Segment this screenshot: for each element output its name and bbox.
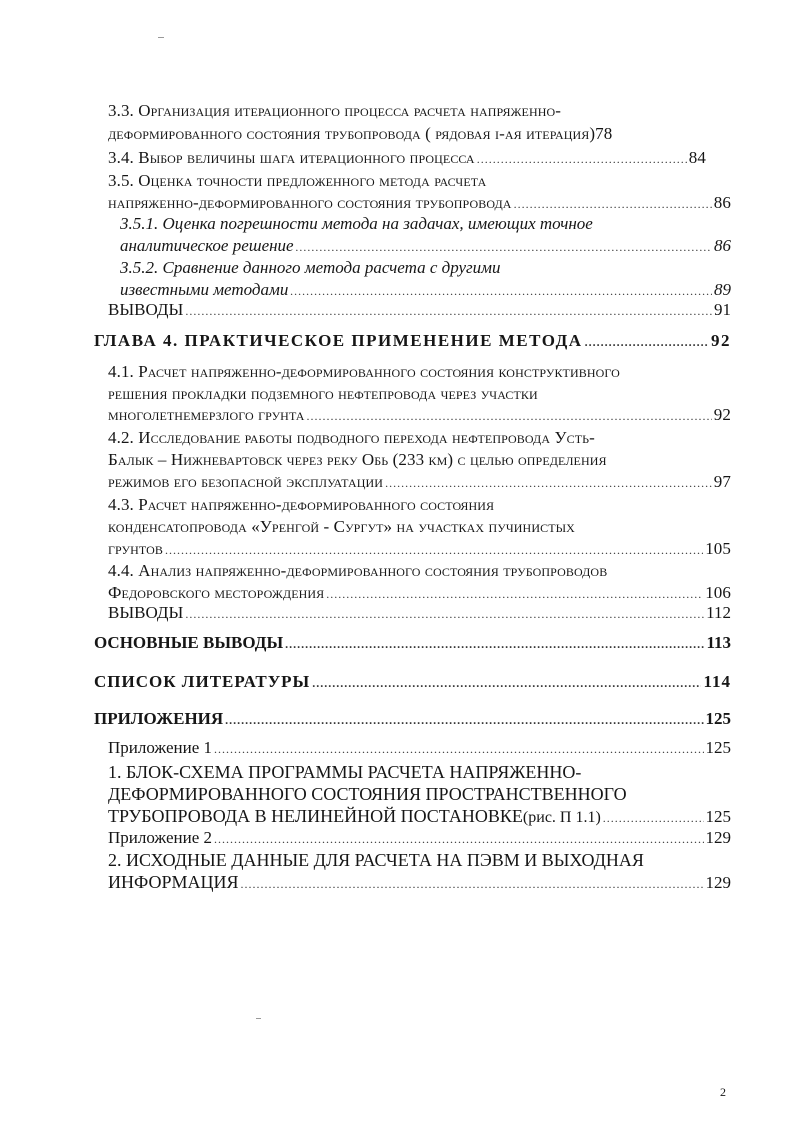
toc-entry-appendix-2-item-line1: 2. ИСХОДНЫЕ ДАННЫЕ ДЛЯ РАСЧЕТА НА ПЭВМ И ВЫХОДНАЯ (108, 850, 644, 870)
page-ref: 97 (713, 472, 731, 491)
toc-entry-chapter4-conclusions[interactable]: ВЫВОДЫ ..... 112 (108, 603, 731, 623)
dot-leader (225, 713, 703, 728)
scan-speck (158, 37, 164, 38)
page-ref: 84 (688, 148, 706, 167)
toc-entry-appendix-1-item-line2: ДЕФОРМИРОВАННОГО СОСТОЯНИЯ ПРОСТРАНСТВЕННОГО (108, 784, 627, 804)
toc-entry-4-4[interactable]: Федоровского месторождения ..... 106 (108, 583, 731, 603)
dot-leader (326, 587, 703, 602)
toc-entry-4-2[interactable]: режимов его безопасной эксплуатации ..... 97 (108, 472, 731, 492)
page-ref: 114 (703, 672, 731, 691)
page-ref: 105 (705, 539, 731, 558)
dot-leader (514, 197, 712, 212)
toc-entry-appendix-1-item[interactable]: ТРУБОПРОВОДА В НЕЛИНЕЙНОЙ ПОСТАНОВКЕ (рис. П 1.1) ..... 125 (108, 806, 731, 827)
dot-leader (296, 240, 712, 255)
page-ref: 113 (706, 633, 731, 652)
toc-entry-3-5-2-line1: 3.5.2. Сравнение данного метода расчета с другими (120, 258, 501, 277)
page-ref: 86 (713, 193, 731, 212)
dot-leader (185, 304, 712, 319)
toc-entry-chapter3-conclusions[interactable]: ВЫВОДЫ ..... 91 (108, 300, 731, 320)
page-ref: 129 (705, 828, 731, 847)
toc-entry-3-3-line1: 3.3. Организация итерационного процесса расчета напряженно- (108, 101, 561, 120)
dot-leader (290, 284, 712, 299)
toc-entry-chapter4[interactable]: ГЛАВА 4. ПРАКТИЧЕСКОЕ ПРИМЕНЕНИЕ МЕТОДА ..... 92 (94, 331, 731, 351)
toc-entry-4-2-line1: 4.2. Исследование работы подводного перехода нефтепровода Усть- (108, 428, 595, 447)
page-ref: 91 (714, 300, 731, 319)
dot-leader (307, 409, 712, 424)
page-ref: 78 (595, 124, 613, 143)
toc-entry-3-5-2[interactable]: известными методами ..... 89 (120, 280, 731, 300)
page-ref: 92 (711, 331, 731, 350)
toc-entry-appendix-1-item-line1: 1. БЛОК-СХЕМА ПРОГРАММЫ РАСЧЕТА НАПРЯЖЕННО- (108, 762, 582, 782)
dot-leader (214, 832, 704, 847)
page-ref: 112 (706, 603, 731, 622)
dot-leader (585, 335, 709, 350)
page-ref: 125 (705, 709, 731, 728)
dot-leader (185, 607, 704, 622)
toc-entry-appendix-2-item[interactable]: ИНФОРМАЦИЯ ..... 129 (108, 872, 731, 893)
dot-leader (285, 637, 704, 652)
toc-entry-4-3-line1: 4.3. Расчет напряженно-деформированного состояния (108, 495, 495, 514)
toc-entry-4-1-line2: решения прокладки подземного нефтепровода через участки (108, 384, 538, 403)
toc-entry-4-2-line2: Балык – Нижневартовск через реку Обь (233 км) с целью определения (108, 450, 607, 469)
toc-entry-4-4-line1: 4.4. Анализ напряженно-деформированного состояния трубопроводов (108, 561, 608, 580)
page-ref: 92 (713, 405, 731, 424)
toc-entry-main-conclusions[interactable]: ОСНОВНЫЕ ВЫВОДЫ ..... 113 (94, 633, 731, 653)
toc-entry-4-3-line2: конденсатопровода «Уренгой - Сургут» на участках пучинистых (108, 517, 575, 536)
dot-leader (477, 152, 687, 167)
dot-leader (385, 476, 712, 491)
toc-entry-appendices[interactable]: ПРИЛОЖЕНИЯ ..... 125 (94, 709, 731, 729)
page-ref: 86 (714, 236, 731, 255)
page-ref: 125 (705, 738, 731, 757)
page-ref: 125 (705, 807, 731, 826)
toc-entry-3-3[interactable]: деформированного состояния трубопровода ( рядовая i-ая итерация) 78 (108, 124, 613, 143)
page-ref: 129 (705, 873, 731, 892)
dot-leader (214, 742, 704, 757)
toc-entry-4-1-line1: 4.1. Расчет напряженно-деформированного состояния конструктивного (108, 362, 620, 381)
page-ref: 89 (714, 280, 731, 299)
toc-entry-appendix-2[interactable]: Приложение 2 ..... 129 (108, 828, 731, 848)
toc-entry-3-5-1-line1: 3.5.1. Оценка погрешности метода на задачах, имеющих точное (120, 214, 593, 233)
scan-speck (256, 1018, 261, 1019)
toc-entry-3-5-1[interactable]: аналитическое решение ..... 86 (120, 236, 731, 256)
toc-entry-3-5-line1: 3.5. Оценка точности предложенного метода расчета (108, 171, 487, 190)
toc-entry-4-1[interactable]: многолетнемерзлого грунта ..... 92 (108, 405, 731, 425)
toc-entry-4-3[interactable]: грунтов ..... 105 (108, 539, 731, 559)
toc-entry-3-5[interactable]: напряженно-деформированного состояния трубопровода ..... 86 (108, 193, 731, 213)
toc-entry-appendix-1[interactable]: Приложение 1 ..... 125 (108, 738, 731, 758)
page-number: 2 (720, 1085, 726, 1099)
toc-entry-3-4[interactable]: 3.4. Выбор величины шага итерационного процесса ..... 84 (108, 148, 706, 168)
toc-entry-references[interactable]: СПИСОК ЛИТЕРАТУРЫ ..... 114 (94, 672, 731, 692)
page-ref: 106 (705, 583, 731, 602)
dot-leader (603, 811, 704, 826)
dot-leader (165, 543, 703, 558)
dot-leader (240, 877, 703, 892)
dot-leader (312, 676, 701, 691)
